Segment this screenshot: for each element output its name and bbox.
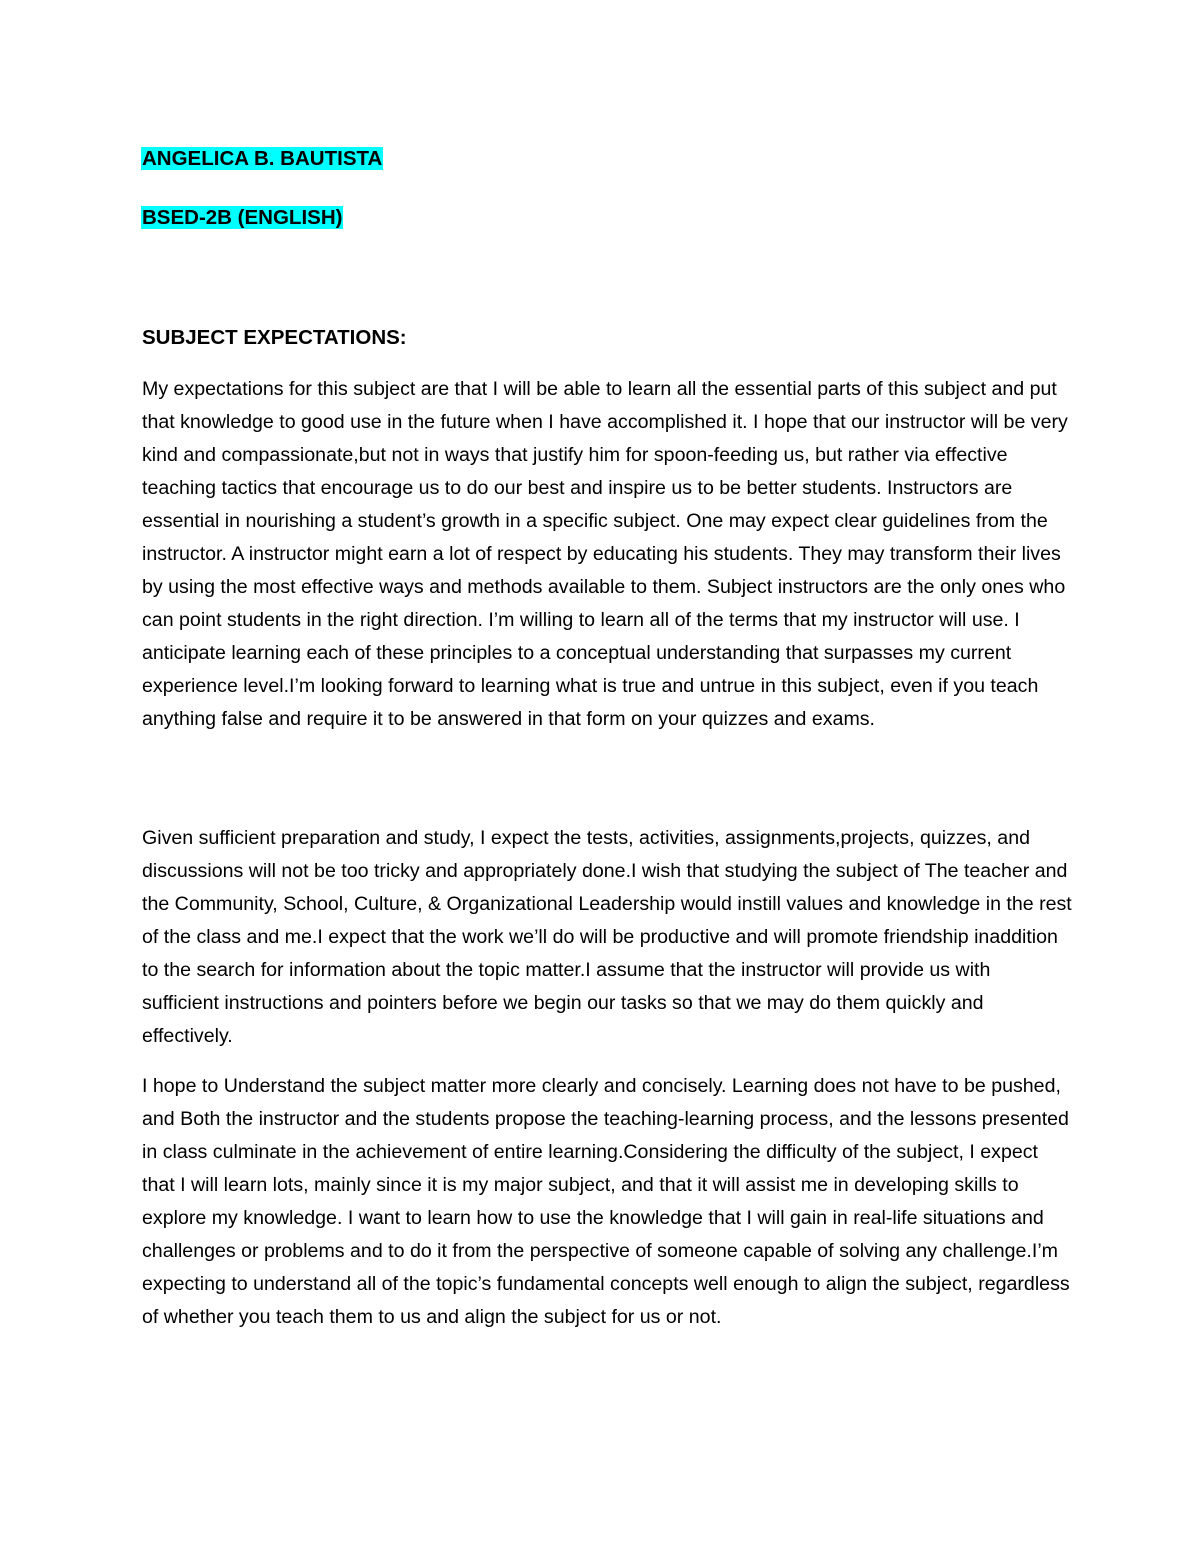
paragraph: Given sufficient preparation and study, I expect the tests, activities, assignments,projects, quizzes, and discussions will not be too tricky and appropriately done.I wish that studying the subject of The teacher and the Community, School, Culture, & Organizational Leadership would instill values and knowledge in the rest of the class and me.I expect that the work we’ll do will be productive and will promote friendship inaddition to the search for information about the topic matter.I assume that the instructor will provide us with sufficient instructions and pointers before we begin our tasks so that we may do them quickly and effectively. <box>142 827 1072 1047</box>
paragraph-2-block <box>142 822 1072 1053</box>
paragraph-1-block <box>142 373 1072 736</box>
paragraph-3-block <box>142 1070 1072 1334</box>
course-line <box>141 204 343 232</box>
course-section: BSED-2B (ENGLISH) <box>142 206 343 229</box>
paragraph: I hope to Understand the subject matter more clearly and concisely. Learning does not have to be pushed, and Both the instructor and the students propose the teaching-learning process, and the lessons presented in class culminate in the achievement of entire learning.Considering the difficulty of the subject, I expect that I will learn lots, mainly since it is my major subject, and that it will assist me in developing skills to explore my knowledge. I want to learn how to use the knowledge that I will gain in real-life situations and challenges or problems and to do it from the perspective of someone capable of solving any challenge.I’m expecting to understand all of the topic’s fundamental concepts well enough to align the subject, regardless of whether you teach them to us and align the subject for us or not. <box>142 1075 1070 1328</box>
author-name: ANGELICA B. BAUTISTA <box>142 147 383 170</box>
author-name-line <box>141 145 383 173</box>
paragraph: My expectations for this subject are that I will be able to learn all the essential parts of this subject and put that knowledge to good use in the future when I have accomplished it. I hope that our instructor will be very kind and compassionate,but not in ways that justify him for spoon-feeding us, but rather via effective teaching tactics that encourage us to do our best and inspire us to be better students. Instructors are essential in nourishing a student’s growth in a specific subject. One may expect clear guidelines from the instructor. A instructor might earn a lot of respect by educating his students. They may transform their lives by using the most effective ways and methods available to them. Subject instructors are the only ones who can point students in the right direction. I’m willing to learn all of the terms that my instructor will use. I anticipate learning each of these principles to a conceptual understanding that surpasses my current experience level.I’m looking forward to learning what is true and untrue in this subject, even if you teach anything false and require it to be answered in that form on your quizzes and exams. <box>142 378 1068 730</box>
section-heading: SUBJECT EXPECTATIONS: <box>142 326 407 349</box>
